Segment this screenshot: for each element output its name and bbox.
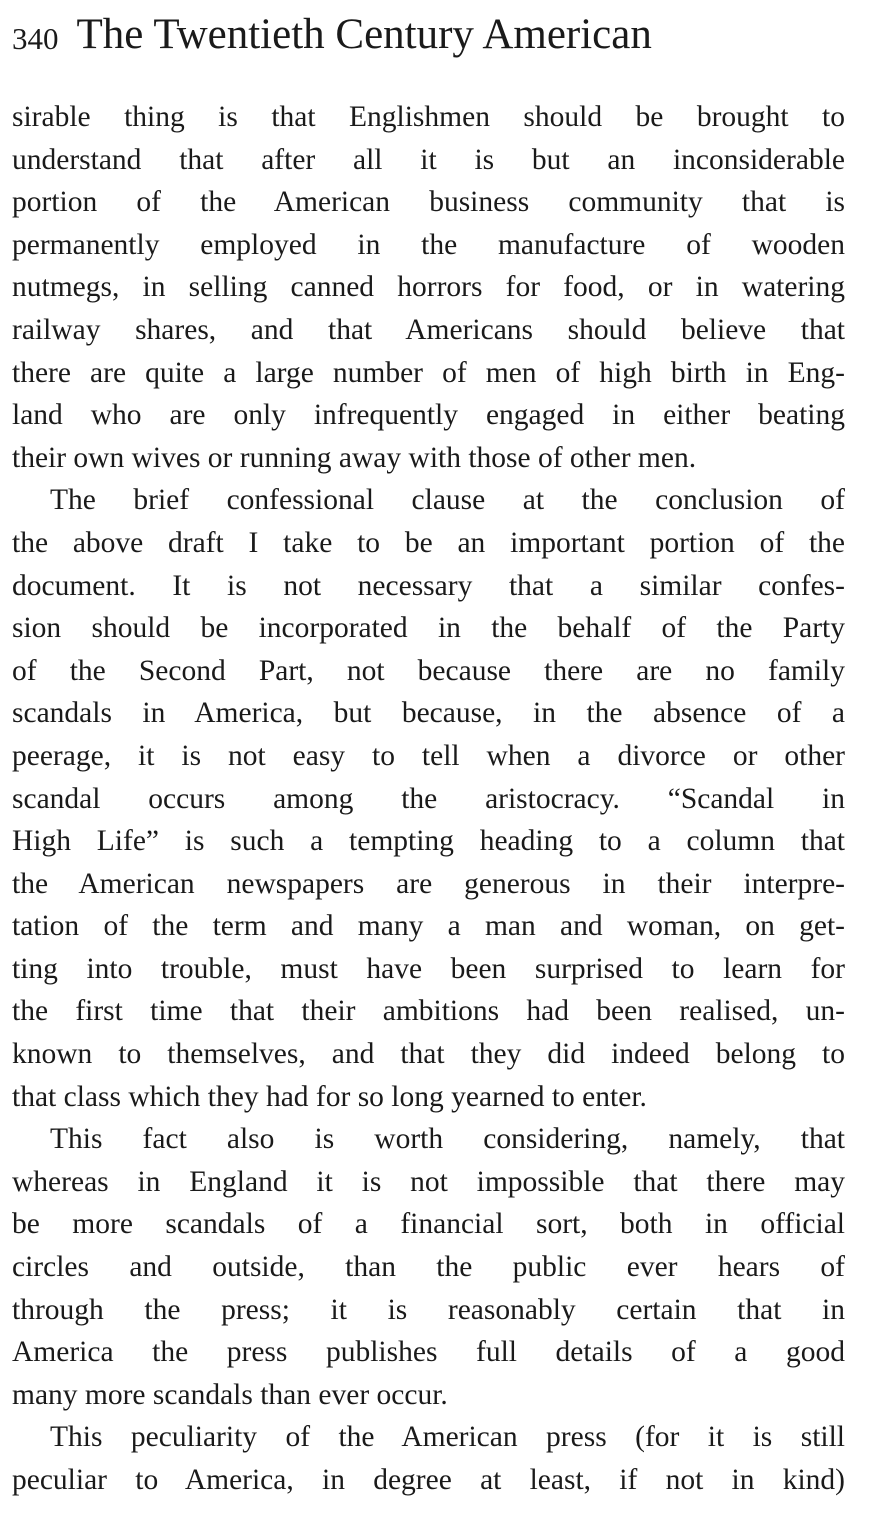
text-line: document. It is not necessary that a similar confes- — [12, 569, 845, 602]
text-line: peculiar to America, in degree at least, if not in kind) — [12, 1464, 845, 1496]
text-line: The brief confessional clause at the conclusion of — [50, 484, 845, 517]
text-line: portion of the American business community that is — [12, 186, 845, 219]
text-line: through the press; it is reasonably certain that in — [12, 1293, 845, 1326]
text-line: known to themselves, and that they did indeed belong to — [12, 1038, 845, 1071]
text-line: peerage, it is not easy to tell when a divorce or other — [12, 739, 845, 772]
text-line: This fact also is worth considering, namely, that — [50, 1123, 845, 1156]
running-head — [12, 0, 845, 64]
text-line: railway shares, and that Americans should believe that — [12, 313, 845, 346]
page-number: 340 — [12, 21, 59, 56]
running-head-title: The Twentieth Century American — [76, 11, 652, 58]
text-line: many more scandals than ever occur. — [12, 1378, 448, 1411]
text-line: land who are only infrequently engaged in either beating — [12, 399, 845, 432]
text-line: circles and outside, than the public ever hears of — [12, 1251, 845, 1284]
text-line: tation of the term and many a man and woman, on get- — [12, 910, 845, 943]
text-line: the American newspapers are generous in their interpre- — [12, 867, 845, 900]
text-line: the above draft I take to be an important portion of the — [12, 526, 845, 559]
text-line: sion should be incorporated in the behalf of the Party — [12, 612, 845, 645]
text-line: scandals in America, but because, in the absence of a — [12, 697, 845, 730]
text-line: there are quite a large number of men of high birth in Eng- — [12, 356, 845, 389]
text-line: permanently employed in the manufacture of wooden — [12, 228, 845, 261]
text-line: the first time that their ambitions had been realised, un- — [12, 995, 845, 1028]
text-line: This peculiarity of the American press (for it is still — [50, 1421, 845, 1454]
text-line: be more scandals of a financial sort, both in official — [12, 1208, 845, 1241]
text-line: sirable thing is that Englishmen should be brought to — [12, 101, 845, 133]
text-line: scandal occurs among the aristocracy. “Scandal in — [12, 782, 845, 815]
book-page — [12, 0, 845, 1502]
text-line: nutmegs, in selling canned horrors for food, or in watering — [12, 271, 845, 304]
body-text — [12, 96, 845, 1502]
text-line: America the press publishes full details of a good — [12, 1336, 845, 1369]
text-line: understand that after all it is but an inconsiderable — [12, 143, 845, 176]
text-line: whereas in England it is not impossible that there may — [12, 1165, 845, 1198]
text-line: that class which they had for so long yearned to enter. — [12, 1080, 647, 1113]
text-line: High Life” is such a tempting heading to a column that — [12, 825, 845, 858]
text-line: of the Second Part, not because there are no family — [12, 654, 845, 687]
text-line: their own wives or running away with those of other men. — [12, 441, 697, 474]
text-line: ting into trouble, must have been surprised to learn for — [12, 952, 845, 985]
